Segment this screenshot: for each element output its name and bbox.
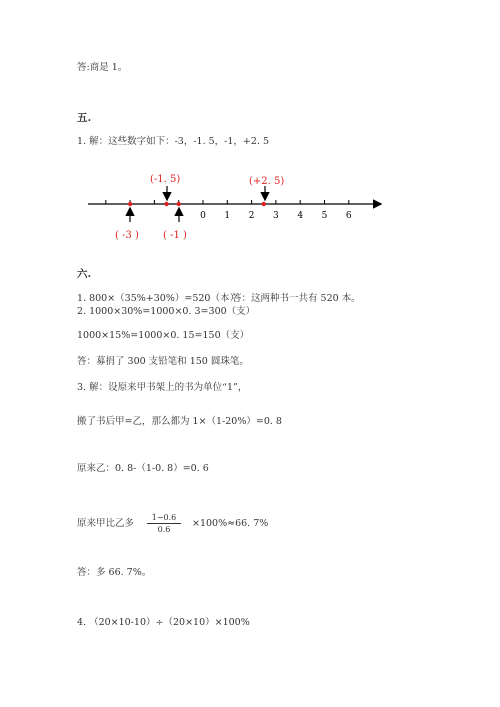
answer-quotient: 答:商是 1。: [77, 62, 128, 73]
q6-4-text: 4. （20×10-10）÷（20×10）×100%: [77, 617, 250, 628]
q6-2-answer: 答：募捐了 300 支铅笔和 150 圆珠笔。: [77, 356, 249, 367]
label-plus-2-5: (+2. 5): [249, 176, 285, 187]
section-five-heading: 五.: [77, 112, 92, 124]
q6-1-answer: 答：这两种书一共有 520 本。: [232, 293, 361, 304]
tick-label-4: 4: [297, 211, 304, 221]
point--1: [177, 202, 181, 206]
tick-label-6: 6: [345, 211, 352, 221]
q6-3-intro: 3. 解：设原来甲书架上的书为单位“1”，: [77, 382, 248, 393]
tick-label-5: 5: [321, 211, 328, 221]
q6-2-line2: 1000×15%=1000×0. 15=150（支）: [77, 330, 250, 341]
q6-3-step-c-suffix: ×100%≈66. 7%: [192, 518, 269, 529]
point-2-5: [262, 202, 266, 206]
label-minus-1: ( -1 ): [163, 230, 187, 241]
tick-label-1: 1: [224, 211, 231, 221]
fraction: [147, 513, 181, 534]
q6-2-line1: 2. 1000×30%=1000×0. 3=300（支）: [77, 306, 256, 317]
tick-label-2: 2: [248, 211, 255, 221]
label-minus-3: ( -3 ): [115, 230, 139, 241]
fraction-denominator: 0.6: [157, 525, 171, 534]
point--1-5: [164, 202, 168, 206]
q6-3-answer: 答：多 66. 7%。: [77, 567, 152, 578]
tick-label-3: 3: [273, 211, 279, 221]
question-1-text: 1. 解：这些数字如下：-3，-1. 5，-1，+2. 5: [77, 136, 270, 147]
tick-label-0: 0: [200, 211, 206, 221]
point--3: [128, 202, 132, 206]
number-line-tick-labels: [200, 211, 352, 221]
label-minus-1-5: (-1. 5): [150, 174, 181, 185]
fraction-numerator: 1−0.6: [147, 513, 181, 524]
q6-3-step-c-prefix: 原来甲比乙多: [77, 518, 135, 529]
q6-1-left: 1. 800×（35%+30%）=520（本）: [77, 293, 239, 304]
q6-3-step-a: 搬了书后甲=乙，那么都为 1×（1-20%）=0. 8: [77, 416, 282, 427]
section-six-heading: 六.: [77, 268, 92, 280]
q6-3-step-b: 原来乙：0. 8-（1-0. 8）=0. 6: [77, 463, 209, 474]
